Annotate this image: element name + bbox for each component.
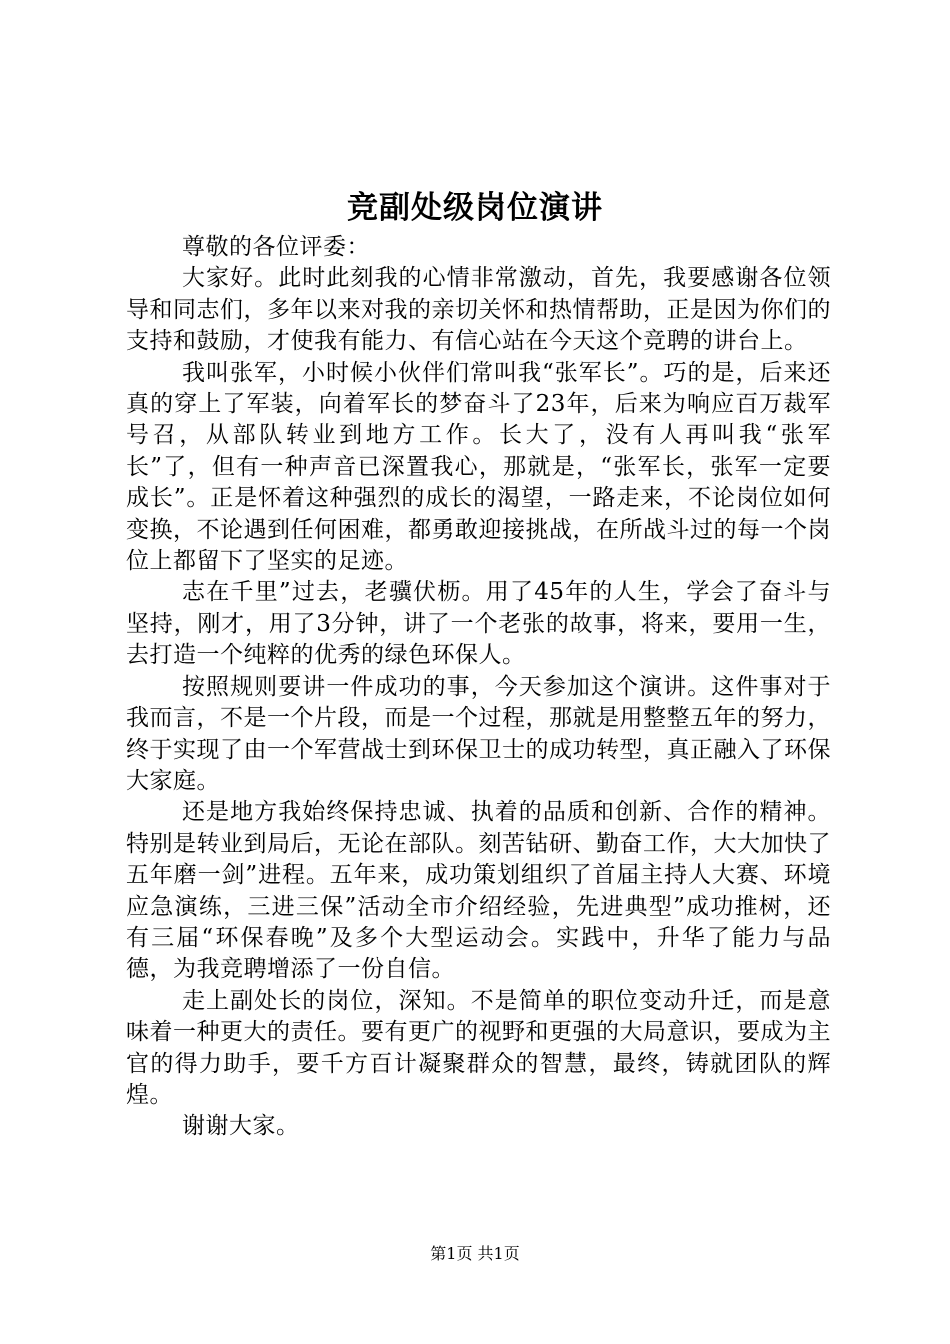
paragraph-responsibility: 走上副处长的岗位，深知。不是简单的职位变动升迁，而是意味着一种更大的责任。要有更广的视野和更强的大局意识，要成为主官的得力助手，要千方百计凝聚群众的智慧，最终，铸就团队的辉煌。: [126, 987, 831, 1108]
salutation: 尊敬的各位评委：: [182, 234, 370, 260]
page-number-footer: 第1页 共1页: [430, 1244, 520, 1263]
paragraph-greeting: 大家好。此时此刻我的心情非常激动，首先，我要感谢各位领导和同志们，多年以来对我的亲切关怀和热情帮助，正是因为你们的支持和鼓励，才使我有能力、有信心站在今天这个竞聘的讲台上。: [126, 265, 831, 355]
document-body: [126, 232, 831, 1143]
closing-thanks: 谢谢大家。: [182, 1113, 300, 1140]
paragraph-introduction: 我叫张军，小时候小伙伴们常叫我“张军长”。巧的是，后来还真的穿上了军装，向着军长的梦奋斗了23年，后来为响应百万裁军号召，从部队转业到地方工作。长大了，没有人再叫我“张军长”了，但有一种声音已深置我心，那就是，“张军长，张军一定要成长”。正是怀着这种强烈的成长的渴望，一路走来，不论岗位如何变换，不论遇到任何困难，都勇敢迎接挑战，在所战斗过的每一个岗位上都留下了坚实的足迹。: [126, 359, 831, 575]
document-title: 竞副处级岗位演讲: [347, 190, 603, 226]
paragraph-ambition: 志在千里”过去，老骥伏枥。用了45年的人生，学会了奋斗与坚持，刚才，用了3分钟，讲了一个老张的故事，将来，要用一生，去打造一个纯粹的优秀的绿色环保人。: [126, 579, 831, 669]
paragraph-achievements: 还是地方我始终保持忠诚、执着的品质和创新、合作的精神。特别是转业到局后，无论在部队。刻苦钻研、勤奋工作，大大加快了五年磨一剑”进程。五年来，成功策划组织了首届主持人大赛、环境应急演练，三进三保”活动全市介绍经验，先进典型”成功推树，还有三届“环保春晚”及多个大型运动会。实践中，升华了能力与品德，为我竞聘增添了一份自信。: [126, 799, 831, 983]
paragraph-success-story: 按照规则要讲一件成功的事，今天参加这个演讲。这件事对于我而言，不是一个片段，而是一个过程，那就是用整整五年的努力，终于实现了由一个军营战士到环保卫士的成功转型，真正融入了环保大家庭。: [126, 673, 831, 794]
